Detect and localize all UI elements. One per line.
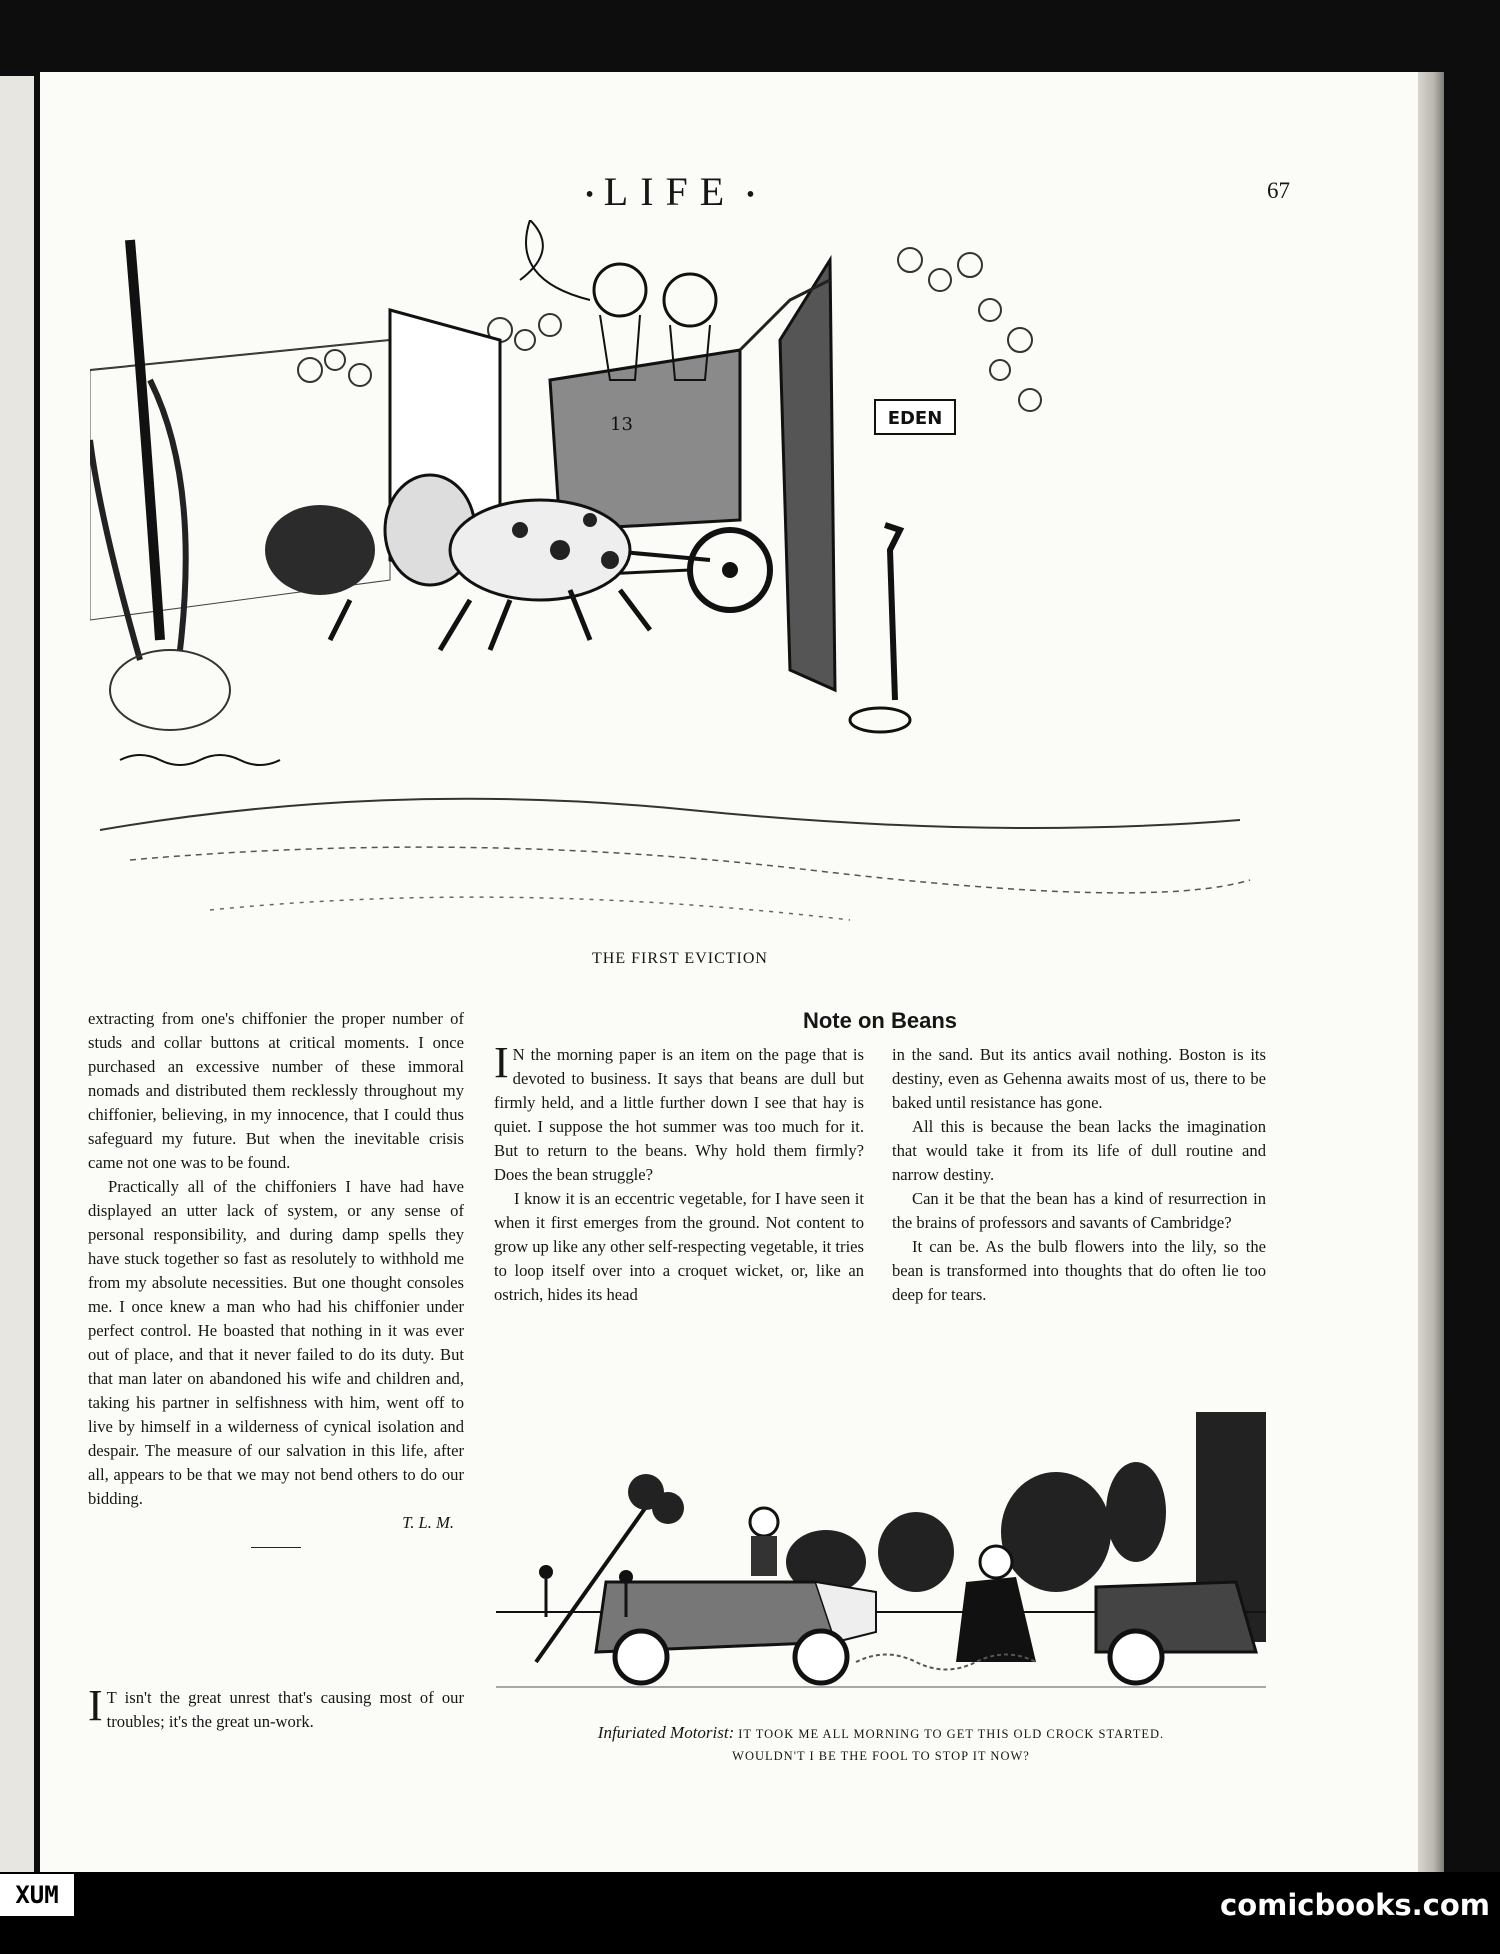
caption-speaker: Infuriated Motorist: [597, 1723, 735, 1742]
caption-quote-line: WOULDN'T I BE THE FOOL TO STOP IT NOW? [732, 1749, 1030, 1763]
article-drop-cap: I [494, 1038, 509, 1087]
article-title: Note on Beans [802, 1008, 958, 1033]
article-paragraph: All this is because the bean lacks the imagination that would take it from its life of dull routine and narrow destiny. [892, 1117, 1266, 1184]
caption-quote-line: IT TOOK ME ALL MORNING TO GET THIS OLD CROCK STARTED. [738, 1727, 1165, 1741]
quip [88, 1681, 464, 1734]
motorist-caption [496, 1722, 1266, 1767]
xum-label: XUM [0, 1874, 74, 1916]
article-paragraph: Can it be that the bean has a kind of resurrection in the brains of professors and savants of Cambridge? [892, 1189, 1266, 1232]
essay-column [88, 1007, 464, 1560]
page-edge-shadow [1418, 72, 1444, 1872]
article-paragraph: I know it is an eccentric vegetable, for I have seen it when it first emerges from the ground. Not content to grow up like any other self-respecting vegetable, it tries to loop itself over into a croquet wicket, or, like an ostrich, hides its head [494, 1189, 865, 1304]
essay-signature: T. L. M. [402, 1513, 454, 1532]
top-cartoon-caption: THE FIRST EVICTION [592, 950, 768, 967]
article-column-1 [494, 1038, 865, 1307]
site-watermark: comicbooks.com [1220, 1888, 1490, 1922]
article-paragraph: in the sand. But its antics avail nothing. Boston is its destiny, even as Gehenna awaits most of us, there to be baked until resistance has gone. [892, 1045, 1266, 1112]
article-paragraph: It can be. As the bulb flowers into the lily, so the bean is transformed into thoughts that do often lie too deep for tears. [892, 1237, 1266, 1304]
cart-number: 13 [610, 414, 633, 435]
quip-text: T isn't the great unrest that's causing most of our troubles; it's the great un-work. [106, 1688, 464, 1731]
quip-drop-cap: I [88, 1681, 103, 1730]
eden-sign: EDEN [887, 408, 943, 429]
adjacent-page-edge [0, 76, 34, 1872]
article-paragraph: N the morning paper is an item on the page that is devoted to business. It says that beans are dull but firmly held, and a little further down I see that hay is quiet. I suppose the hot summer was too much for it. But to return to the beans. Why hold them firmly? Does the bean struggle? [494, 1045, 864, 1184]
section-divider [251, 1547, 301, 1548]
essay-paragraph: extracting from one's chiffonier the proper number of studs and collar buttons at critical moments. I once purchased an excessive number of these immoral nomads and distributed them recklessly throughout my chiffonier, believing, in my innocence, that I could thus safeguard my future. But when the inevitable crisis came not one was to be found. [88, 1009, 464, 1172]
masthead: • LIFE • [585, 169, 755, 214]
article-column-2 [892, 1043, 1266, 1307]
motorist-cartoon [496, 1412, 1266, 1712]
first-eviction-cartoon [90, 220, 1270, 950]
essay-paragraph: Practically all of the chiffoniers I have had have displayed an utter lack of system, or any sense of personal responsibility, and during damp spells they have stuck together so fast as resolutely to withhold me from my absolute necessities. But one thought consoles me. I once knew a man who had his chiffonier under perfect control. He boasted that nothing in it was ever out of place, and that it never failed to do its duty. But that man later on abandoned his wife and children and, taking his partner in selfishness with him, went off to live by himself in a wilderness of cynical isolation and despair. The measure of our salvation in this life, after all, appears to be that we may not bend others to do our bidding. [88, 1177, 464, 1508]
page-number: 67 [1267, 178, 1290, 203]
